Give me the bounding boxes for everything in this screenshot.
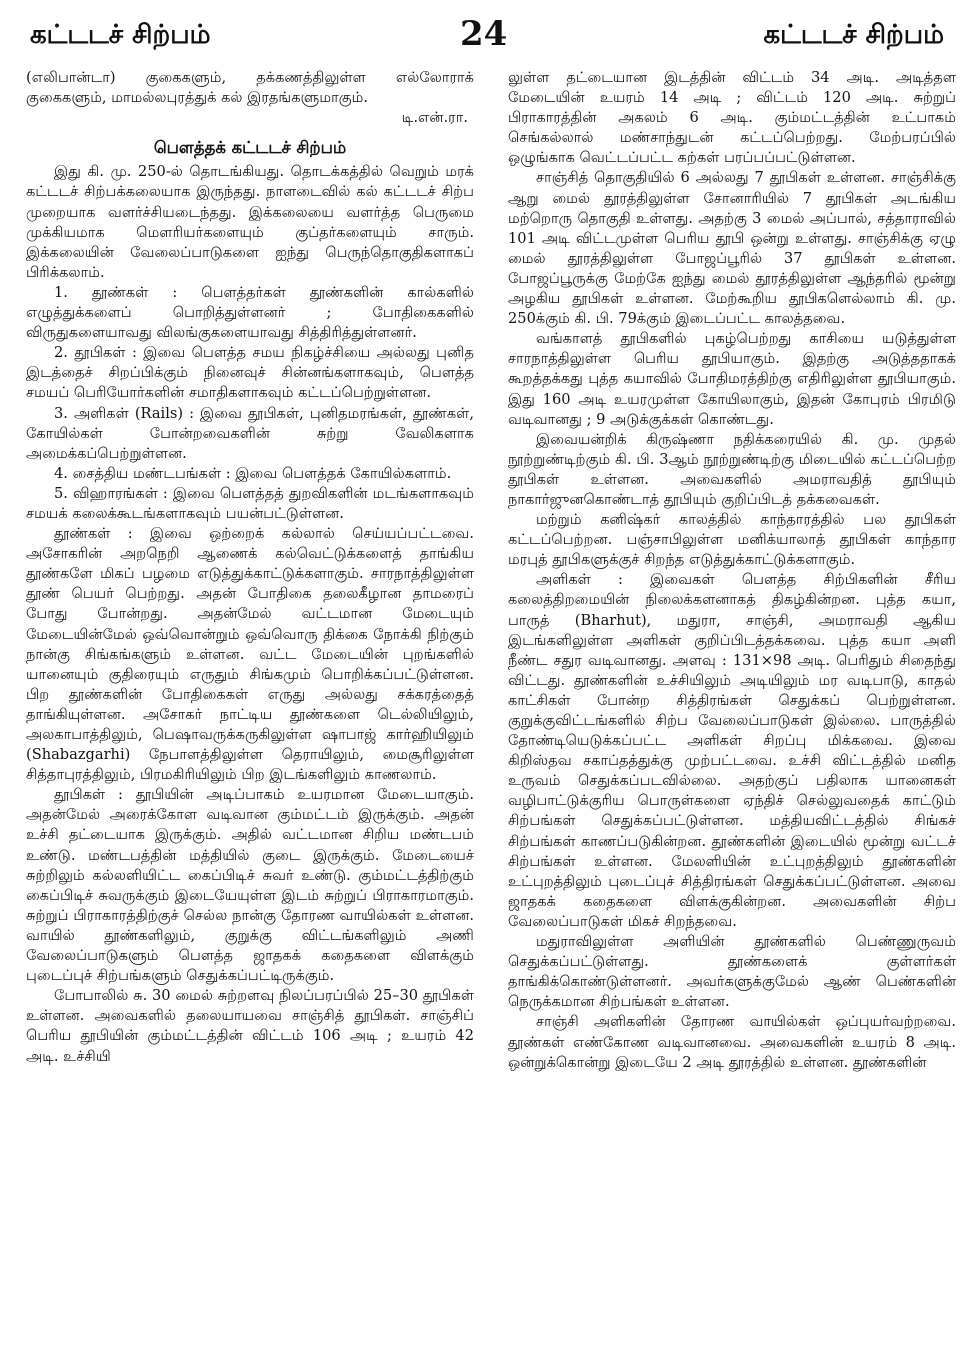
paragraph-continuation: லுள்ள தட்டையான இடத்தின் விட்டம் 34 அடி. அடித்தள மேடையின் உயரம் 14 அடி ; விட்டம் 120 அடி. சுற்றுப் பிராகாரத்தின் அகலம் 6 அடி. கும்மட்டத்தின் உட்பாகம் செங்கல்லால் மண்சாந்துடன் கட்டப்பெற்றது. மேற்பரப்பில் ஒழுங்காக வெட்டப்பட்ட கற்கள் பரப்பப்பட்டுள்ளன. [508,69,956,167]
paragraph-stupas: தூபிகள் : தூபியின் அடிப்பாகம் உயரமான மேடையாகும். அதன்மேல் அரைக்கோள வடிவான கும்மட்டம் இருக்கும். அதன் உச்சி தட்டையாக இருக்கும். அதில் வட்டமான சிறிய மண்டபம் உண்டு. மண்டபத்தின் மத்தியில் குடை இருக்கும். மேடையைச் சுற்றிலும் கல்லளியிட்ட கைப்பிடிச் சுவர் உண்டு. கும்மட்டத்திற்கும் கைப்பிடிச் சுவருக்கும் இடையேயுள்ள இடம் சுற்றுப் பிராகாரமாகும். சுற்றுப் பிராகாரத்திற்குச் செல்ல நான்கு தோரண வாயில்கள் உள்ளன. வாயில் தூண்களிலும், குறுக்கு விட்டங்களிலும் அணி வேலைப்பாடுகளும் பௌத்த ஜாதகக் கதைகளை விளக்கும் புடைப்புச் சிற்பங்களும் செதுக்கப்பட்டிருக்கும். [26,786,474,985]
paragraph-pillars: தூண்கள் : இவை ஒற்றைக் கல்லால் செய்யப்பட்டவை. அசோகரின் அறநெறி ஆணைக் கல்வெட்டுக்களைத் தாங்கிய தூண்களே மிகப் பழமை எடுத்துக்காட்டுக்களாகும். சாரநாத்திலுள்ள தூண் பெயர் பெற்றது. அதன் போதிகை தலைகீழான தாமரைப் போது போன்றது. அதன்மேல் வட்டமான மேடையும் மேடையின்மேல் ஒவ்வொன்றும் ஒவ்வொரு திக்கை நோக்கி நிற்கும் நான்கு சிங்கங்களும் உள்ளன. வட்ட மேடையின் புறங்களில் யானையும் குதிரையும் எருதும் சிங்கமும் பொறிக்கப்பட்டுள்ளன. பிற தூண்களின் போதிகைகள் எருது அல்லது சக்கரத்தைத் தாங்கியுள்ளன. அசோகர் நாட்டிய தூண்களை டெல்லியிலும், அலகாபாத்திலும், பெஷாவருக்கருகிலுள்ள ஷாபாஜ் கார்ஹியிலும் (Shabazgarhi) நேபாளத்திலுள்ள தெராயிலும், மைசூரிலுள்ள சித்தாபுரத்திலும், பிரமகிரியிலும் பிற இடங்களிலும் காணலாம். [26,525,474,784]
right-column [508,68,956,1358]
paragraph-vihara-list: 5. விஹாரங்கள் : இவை பௌத்தத் துறவிகளின் மடங்களாகவும் சமயக் கலைக்கூடங்களாகவும் பயன்பட்டுள்ளன. [26,484,474,522]
author-signature: டி.என்.ரா. [401,109,468,127]
running-title-left: கட்டடச் சிற்பம் [30,20,211,50]
paragraph-introduction: இது கி. மு. 250-ல் தொடங்கியது. தொடக்கத்தில் வெறும் மரக் கட்டடச் சிற்பக்கலையாக இருந்தது. நாளடைவில் கல் கட்டடச் சிற்ப முறையாக வளர்ச்சியடைந்தது. இக்கலையை வளர்த்த பெருமை முக்கியமாக மௌரியர்களையும் குப்தர்களையும் சாரும். இக்கலையின் வேலைப்பாடுகளை ஐந்து பெருந்தொகுதிகளாகப் பிரிக்கலாம். [26,163,474,281]
paragraph-mathura: மதுராவிலுள்ள அளியின் தூண்களில் பெண்ணுருவம் செதுக்கப்பட்டுள்ளது. தூண்களைக் குள்ளர்கள் தாங்கிக்கொண்டுள்ளனர். அவர்களுக்குமேல் ஆண் பெண்களின் நெருக்கமான சிற்பங்கள் உள்ளன. [508,933,956,1011]
paragraph-chaitya-list: 4. சைத்திய மண்டபங்கள் : இவை பௌத்தக் கோயில்களாம். [54,464,452,482]
intro-paragraph: (எலிபான்டா) குகைகளும், தக்கணத்திலுள்ள எல்லோராக் குகைகளும், மாமல்லபுரத்துக் கல் இரதங்களுமாகும். [26,69,474,107]
running-title-right: கட்டடச் சிற்பம் [763,20,944,50]
page-number: 24 [460,14,508,54]
paragraph-bengal-stupas: வங்காளத் தூபிகளில் புகழ்பெற்றது காசியை யடுத்துள்ள சாரநாத்திலுள்ள பெரிய தூபியாகும். இதற்கு அடுத்ததாகக் கூறத்தக்கது புத்த கயாவில் போதிமரத்திற்கு எதிரிலுள்ள தூபியாகும். இது 160 அடி உயரமுள்ள கோயிலாகும், இதன் கோபுரம் பிரமிடு வடிவானது ; 9 அடுக்குக்கள் கொண்டது. [508,330,956,428]
paragraph-bhopal: போபாலில் சு. 30 மைல் சுற்றளவு நிலப்பரப்பில் 25–30 தூபிகள் உள்ளன. அவைகளில் தலையாயவை சாஞ்சித் தூபிகள். சாஞ்சிப் பெரிய தூபியின் கும்மட்டத்தின் விட்டம் 106 அடி ; உயரம் 42 அடி. உச்சியி [26,987,474,1065]
section-heading: பௌத்தக் கட்டடச் சிற்பம் [153,138,347,158]
left-column [26,68,474,1358]
paragraph-sanchi-group: சாஞ்சித் தொகுதியில் 6 அல்லது 7 தூபிகள் உள்ளன. சாஞ்சிக்கு ஆறு மைல் தூரத்திலுள்ள சோனாரியில் 7 தூபிகள் அடங்கிய மற்றொரு தொகுதி உள்ளது. அதற்கு 3 மைல் அப்பால், சத்தாராவில் 101 அடி விட்டமுள்ள பெரிய தூபி ஒன்று உள்ளது. சாஞ்சிக்கு ஏழு மைல் தூரத்திலுள்ள போஜப்பூரில் 37 தூபிகள் உள்ளன. போஜப்பூருக்கு மேற்கே ஐந்து மைல் தூரத்திலுள்ள ஆந்தரில் மூன்று அழகிய தூபிகள் உள்ளன. மேற்கூறிய தூபிகளெல்லாம் கி. மு. 250க்கும் கி. பி. 79க்கும் இடைப்பட்ட காலத்தவை. [508,169,956,328]
page-header [0,0,966,58]
paragraph-krishna-stupas: இவையன்றிக் கிருஷ்ணா நதிக்கரையில் கி. மு. முதல் நூற்றுண்டிற்கும் கி. பி. 3ஆம் நூற்றுண்டிற்கு மிடையில் கட்டப்பெற்ற தூபிகள் உள்ளன. அவைகளில் அமராவதித் தூபியும் நாகார்ஜுனகொண்டாத் தூபியும் குறிப்பிடத் தக்கவைகள். [508,430,956,508]
paragraph-pillars-list: 1. தூண்கள் : பௌத்தர்கள் தூண்களின் கால்களில் எழுத்துக்களைப் பொறித்துள்ளனர் ; போதிகைகளில் விருதுகளையாவது விலங்குகளையாவது சித்திரித்துள்ளனர். [26,283,474,342]
paragraph-gandhara: மற்றும் கனிஷ்கர் காலத்தில் காந்தாரத்தில் பல தூபிகள் கட்டப்பெற்றன. பஞ்சாபிலுள்ள மனிக்யாலாத் தூபிகள் காந்தார மரபுத் தூபிகளுக்குச் சிறந்த எடுத்துக்காட்டுக்களாகும். [508,511,956,569]
paragraph-rails-list: 3. அளிகள் (Rails) : இவை தூபிகள், புனிதமரங்கள், தூண்கள், கோயில்கள் போன்றவைகளின் சுற்று வேலிகளாக அமைக்கப்பெற்றுள்ளன. [26,404,474,462]
paragraph-rails: அளிகள் : இவைகள் பௌத்த சிற்பிகளின் சீரிய கலைத்திறமையின் நிலைக்களனாகத் திகழ்கின்றன. புத்த கயா, பாருத் (Bharhut), மதுரா, சாஞ்சி, அமராவதி ஆகிய இடங்களிலுள்ள அளிகள் குறிப்பிடத்தக்கவை. புத்த கயா அளி நீண்ட சதுர வடிவானது. அளவு : 131×98 அடி. பெரிதும் சிதைந்து விட்டது. தூண்களின் உச்சியிலும் அடியிலும் மர வடிபாடு, காதல் காட்சிகள் போன்ற சித்திரங்கள் செதுக்கப் பெற்றுள்ளன. குறுக்குவிட்டங்களில் சிற்ப வேலைப்பாடுகள் இல்லை. பாருத்தில் தோண்டியெடுக்கப்பட்ட அளிகள் சிறப்பு மிக்கவை. இவை கிறிஸ்தவ சகாப்தத்துக்கு முற்பட்டவை. உச்சி விட்டத்தில் மனித உருவம் செதுக்கப்படவில்லை. அதற்குப் பதிலாக யானைகள் வழிபாட்டுக்குரிய பொருள்களை ஏந்திச் செல்லுவதைக் காட்டும் சிற்பங்கள் செதுக்கப்பட்டுள்ளன. மத்தியவிட்டத்தில் சிங்கச் சிற்பங்கள் காணப்படுகின்றன. தூண்களின் இடையில் மூன்று வட்டச் சிற்பங்கள் உள்ளன. மேலளியின் உட்புறத்திலும் தூண்களின் உட்புறத்திலும் புடைப்புச் சித்திரங்கள் செதுக்கப்பட்டுள்ளன. அவை ஜாதகக் கதைகளை விளக்குகின்றன. அவைகளின் சிற்ப வேலைப்பாடுகள் மிகச் சிறந்தவை. [508,571,956,930]
paragraph-sanchi-gateways: சாஞ்சி அளிகளின் தோரண வாயில்கள் ஒப்புயர்வற்றவை. தூண்கள் எண்கோண வடிவானவை. அவைகளின் உயரம் 8 அடி. ஒன்றுக்கொன்று இடையே 2 அடி தூரத்தில் உள்ளன. தூண்களின் [508,1013,956,1071]
paragraph-stupas-list: 2. தூபிகள் : இவை பௌத்த சமய நிகழ்ச்சியை அல்லது புனித இடத்தைச் சிறப்பிக்கும் நினைவுச் சின்னங்களாகவும், பௌத்த சமயப் பெரியோர்களின் சமாதிகளாகவும் கட்டப்பெற்றுள்ளன. [26,344,474,402]
